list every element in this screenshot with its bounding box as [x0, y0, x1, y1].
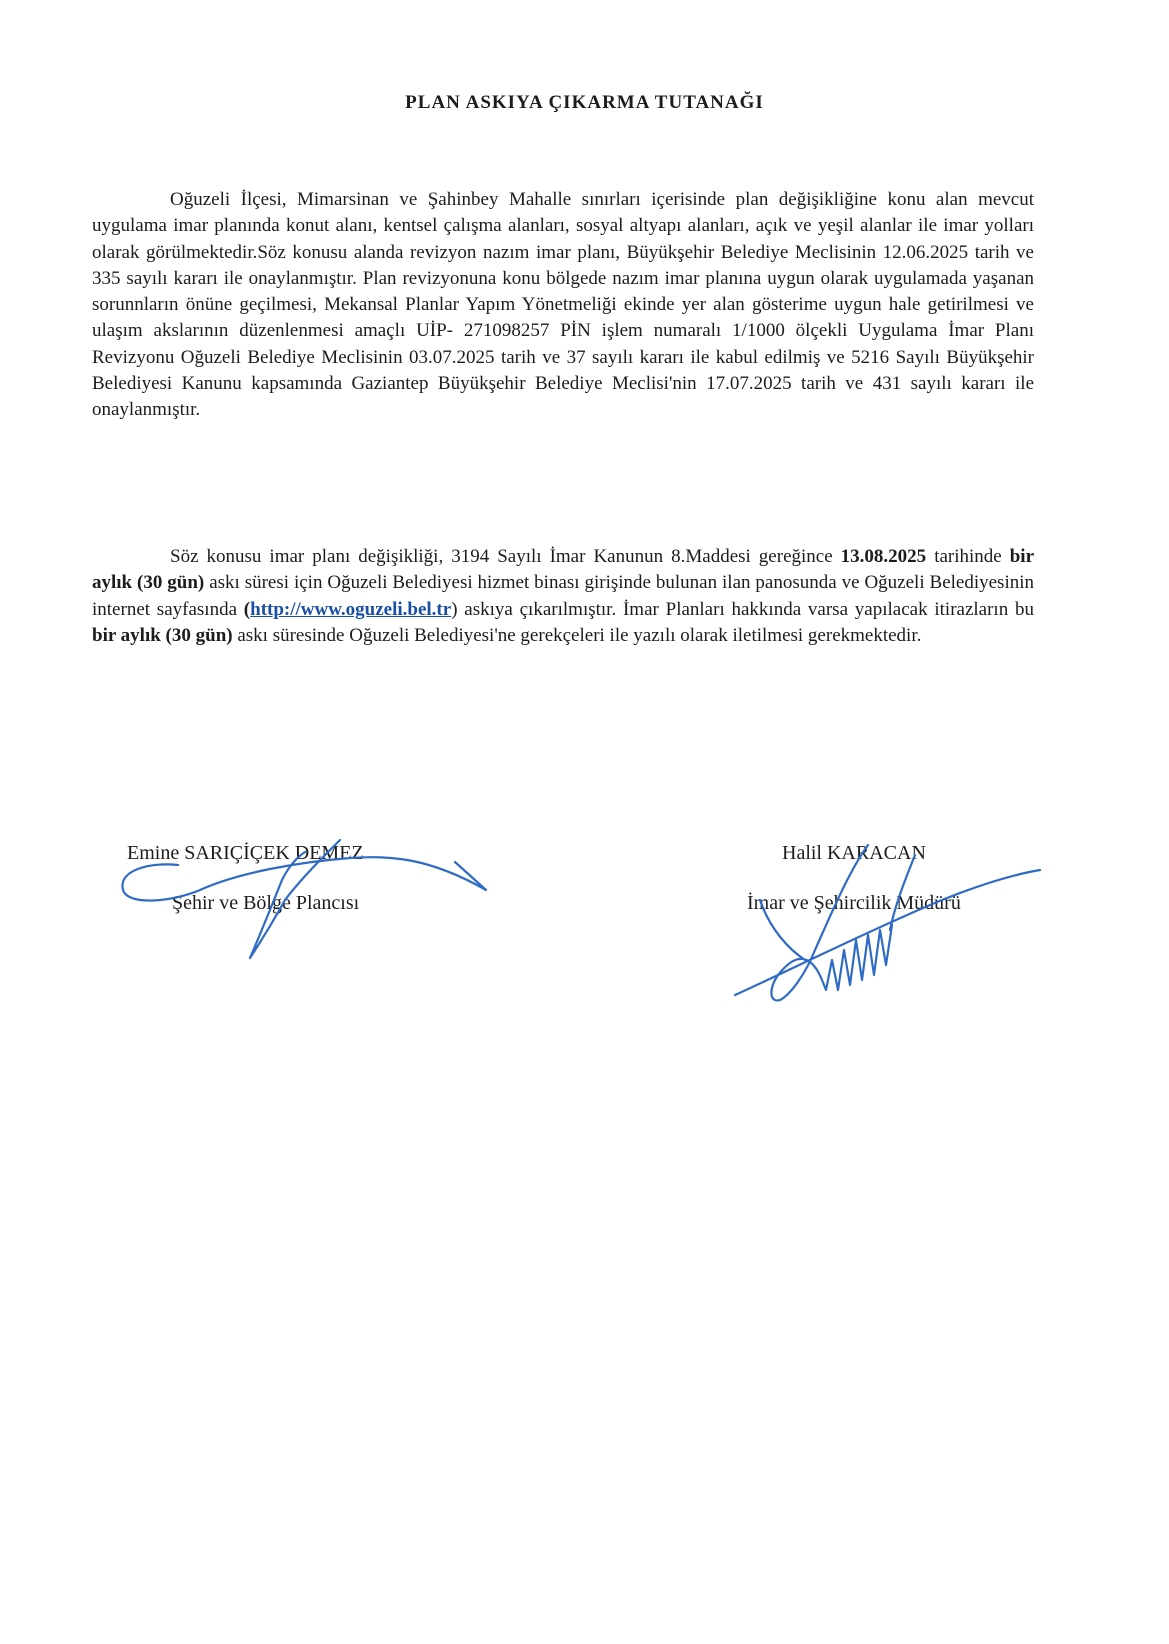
paragraph-1: Oğuzeli İlçesi, Mimarsinan ve Şahinbey Mahalle sınırları içerisinde plan değişikliğine konu alan mevcut uygulama imar planında konut alanı, kentsel çalışma alanları, sosyal altyapı alanları, açık ve yeşil alanlar ile imar yolları olarak görülmektedir.Söz konusu alanda revizyon nazım imar planı, Büyükşehir Belediye Meclisinin 12.06.2025 tarih ve 335 sayılı kararı ile onaylanmıştır. Plan revizyonuna konu bölgede nazım imar planına uygun olarak uygulamada yaşanan sorunnların önüne geçilmesi, Mekansal Planlar Yapım Yönetmeliği ekinde yer alan gösterime uygun hale getirilmesi ve ulaşım akslarının düzenlenmesi amaçlı UİP- 271098257 PİN işlem numaralı 1/1000 ölçekli Uygulama İmar Planı Revizyonu Oğuzeli Belediye Meclisinin 03.07.2025 tarih ve 37 sayılı kararı ile kabul edilmiş ve 5216 Sayılı Büyükşehir Belediyesi Kanunu kapsamında Gaziantep Büyükşehir Belediye Meclisi'nin 17.07.2025 tarih ve 431 sayılı kararı ile onaylanmıştır.: [92, 189, 1034, 421]
signatory-2-name: Halil KARACAN: [782, 842, 926, 864]
signature-2-ink: [735, 845, 1040, 1000]
paragraph-2-text: askı süresi için Oğuzeli Belediyesi hizmet binası girişinde bulunan ilan panosunda ve Oğuzeli Belediyesinin internet sayfasında: [92, 572, 1035, 620]
suspension-duration: bir aylık (30 gün): [92, 546, 1035, 594]
paragraph-2-text: Söz konusu imar planı değişikliği, 3194 Sayılı İmar Kanunun 8.Maddesi gereğince: [170, 546, 833, 567]
signature-1-ink: [122, 840, 486, 958]
paragraph-2-text: tarihinde: [934, 546, 1002, 567]
signatory-1-name: Emine SARIÇİÇEK DEMEZ: [127, 842, 364, 864]
signatory-1-title: Şehir ve Bölge Plancısı: [172, 892, 360, 914]
municipality-website-link[interactable]: http://www.oguzeli.bel.tr: [250, 598, 452, 620]
document-title: PLAN ASKIYA ÇIKARMA TUTANAĞI: [405, 92, 764, 113]
paragraph-2-text: askı süresinde Oğuzeli Belediyesi'ne gerekçeleri ile yazılı olarak iletilmesi gerekmektedir.: [237, 624, 922, 646]
signatory-2-title: İmar ve Şehircilik Müdürü: [747, 892, 961, 914]
objection-duration: bir aylık (30 gün): [92, 624, 233, 646]
suspension-date: 13.08.2025: [840, 546, 927, 567]
paragraph-2-text: ) askıya çıkarılmıştır. İmar Planları hakkında varsa yapılacak itirazların bu: [451, 598, 1034, 620]
paren-open: (: [243, 598, 251, 620]
